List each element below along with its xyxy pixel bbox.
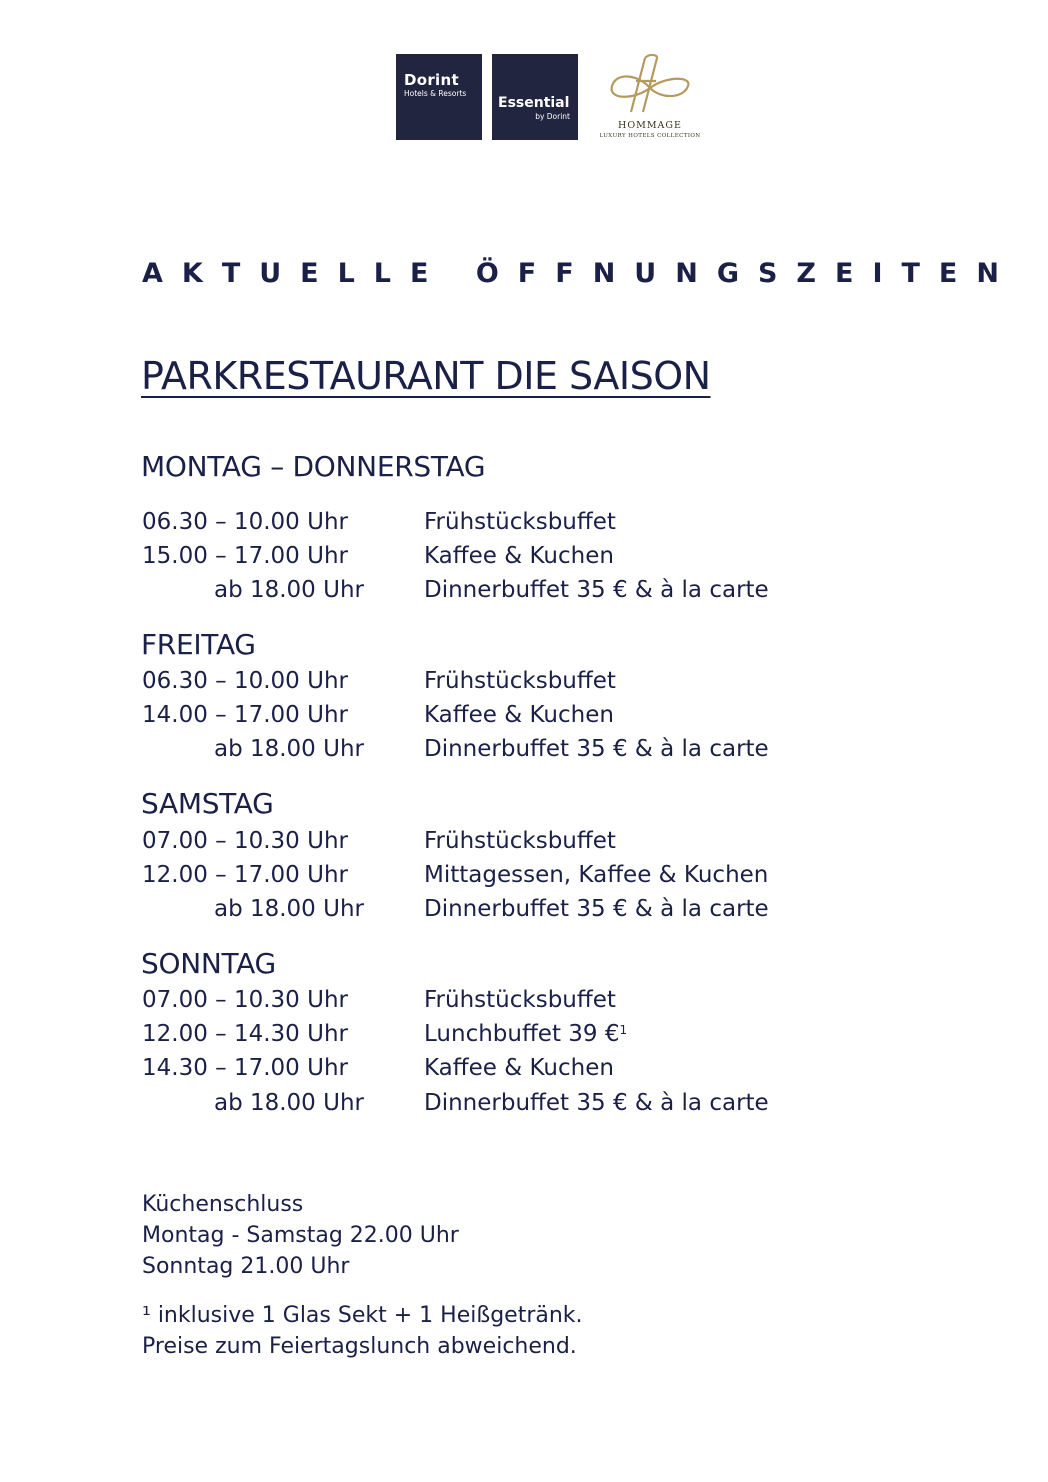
essential-logo-subtitle: by Dorint: [535, 112, 570, 121]
hommage-logo-name: HOMMAGE: [618, 120, 682, 131]
offer-text: Kaffee & Kuchen: [424, 543, 614, 569]
offer-text: Lunchbuffet 39 €: [424, 1021, 620, 1047]
footnote-line-2: Preise zum Feiertagslunch abweichend.: [142, 1334, 577, 1359]
time-range: ab 18.00 Uhr: [213, 736, 364, 762]
time-range: 12.00 – 17.00 Uhr: [142, 862, 348, 888]
offer-text-with-footnote: [424, 1021, 627, 1047]
hommage-monogram-icon: [600, 54, 700, 116]
time-range: ab 18.00 Uhr: [213, 577, 364, 603]
kitchen-closing-sunday: Sonntag 21.00 Uhr: [142, 1254, 350, 1279]
kitchen-closing-title: Küchenschluss: [142, 1192, 304, 1217]
day-heading-fri: FREITAG: [141, 628, 256, 661]
time-range: 15.00 – 17.00 Uhr: [142, 543, 348, 569]
offer-text: Frühstücksbuffet: [424, 828, 616, 854]
footnote-mark: 1: [619, 1023, 628, 1037]
restaurant-title: PARKRESTAURANT DIE SAISON: [141, 354, 711, 398]
essential-logo-name: Essential: [498, 95, 570, 111]
kitchen-closing-weekday: Montag - Samstag 22.00 Uhr: [142, 1223, 459, 1248]
essential-logo: [492, 54, 578, 140]
day-heading-sun: SONNTAG: [141, 947, 276, 980]
time-range: 06.30 – 10.00 Uhr: [142, 668, 348, 694]
offer-text: Frühstücksbuffet: [424, 509, 616, 535]
offer-text: Mittagessen, Kaffee & Kuchen: [424, 862, 769, 888]
day-heading-mon-thu: MONTAG – DONNERSTAG: [141, 450, 486, 483]
time-range: ab 18.00 Uhr: [213, 1090, 364, 1116]
hommage-logo: [594, 54, 706, 140]
day-heading-sat: SAMSTAG: [141, 787, 274, 820]
offer-text: Kaffee & Kuchen: [424, 1055, 614, 1081]
offer-text: Frühstücksbuffet: [424, 987, 616, 1013]
time-range: 07.00 – 10.30 Uhr: [142, 828, 348, 854]
offer-text: Dinnerbuffet 35 € & à la carte: [424, 896, 769, 922]
time-range: 07.00 – 10.30 Uhr: [142, 987, 348, 1013]
time-range: ab 18.00 Uhr: [213, 896, 364, 922]
dorint-logo-name: Dorint: [404, 71, 459, 89]
hommage-logo-subtitle: LUXURY HOTELS COLLECTION: [599, 133, 701, 139]
time-range: 06.30 – 10.00 Uhr: [142, 509, 348, 535]
dorint-logo-subtitle: Hotels & Resorts: [404, 89, 467, 98]
dorint-logo: [396, 54, 482, 140]
time-range: 14.30 – 17.00 Uhr: [142, 1055, 348, 1081]
offer-text: Dinnerbuffet 35 € & à la carte: [424, 1090, 769, 1116]
offer-text: Dinnerbuffet 35 € & à la carte: [424, 577, 769, 603]
time-range: 14.00 – 17.00 Uhr: [142, 702, 348, 728]
offer-text: Frühstücksbuffet: [424, 668, 616, 694]
footnote-line-1: ¹ inklusive 1 Glas Sekt + 1 Heißgetränk.: [142, 1303, 583, 1328]
page-heading: AKTUELLE ÖFFNUNGSZEITEN: [142, 258, 1018, 289]
offer-text: Dinnerbuffet 35 € & à la carte: [424, 736, 769, 762]
offer-text: Kaffee & Kuchen: [424, 702, 614, 728]
time-range: 12.00 – 14.30 Uhr: [142, 1021, 348, 1047]
